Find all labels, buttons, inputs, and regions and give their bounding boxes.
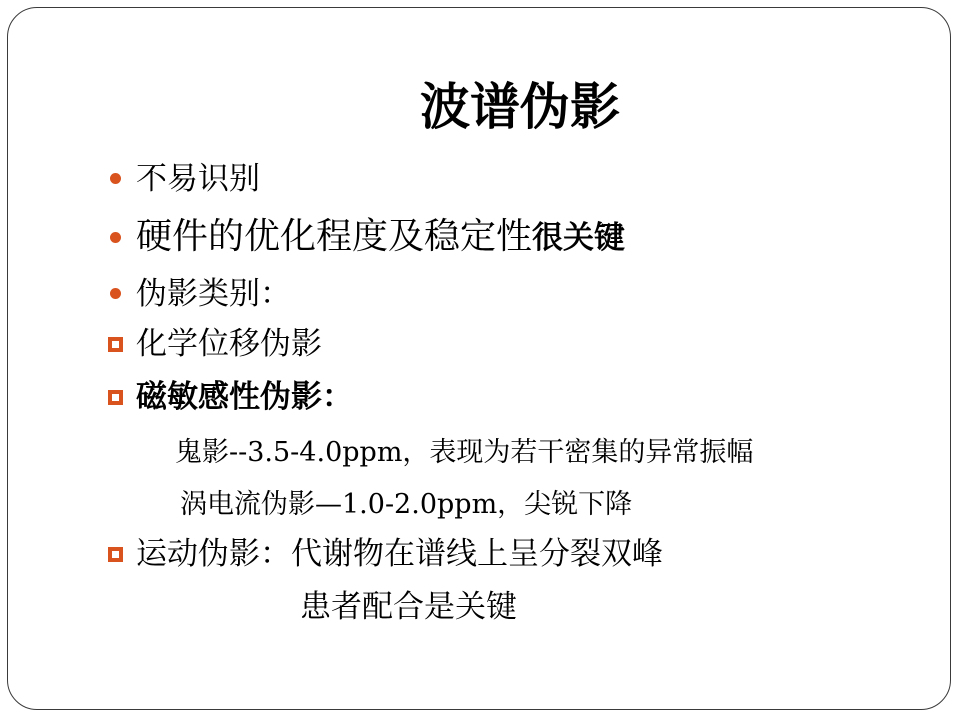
square-bullet-icon: [108, 337, 123, 352]
square-bullet-icon: [108, 390, 123, 405]
square-bullet-icon: [108, 547, 123, 562]
dot-bullet-icon: [110, 288, 121, 299]
dot-bullet-icon: [110, 173, 121, 184]
continuation-text: 患者配合是关键: [300, 589, 517, 625]
bullet-text: 磁敏感性伪影：: [136, 379, 353, 415]
bullet-emphasis: 很关键: [532, 220, 626, 256]
bullet-text: 伪影类别：: [136, 276, 291, 312]
bullet-text: 不易识别: [136, 161, 260, 197]
bullet-text: 硬件的优化程度及稳定性: [136, 216, 533, 257]
bullet-line: [136, 215, 625, 260]
sub-item-text: 鬼影--3.5-4.0ppm，表现为若干密集的异常振幅: [175, 437, 754, 468]
bullet-text: 运动伪影：代谢物在谱线上呈分裂双峰: [136, 536, 663, 572]
dot-bullet-icon: [110, 232, 121, 243]
sub-item-text: 涡电流伪影—1.0-2.0ppm，尖锐下降: [180, 489, 633, 520]
slide-title: 波谱伪影: [420, 78, 620, 136]
bullet-text: 化学位移伪影: [136, 326, 322, 362]
